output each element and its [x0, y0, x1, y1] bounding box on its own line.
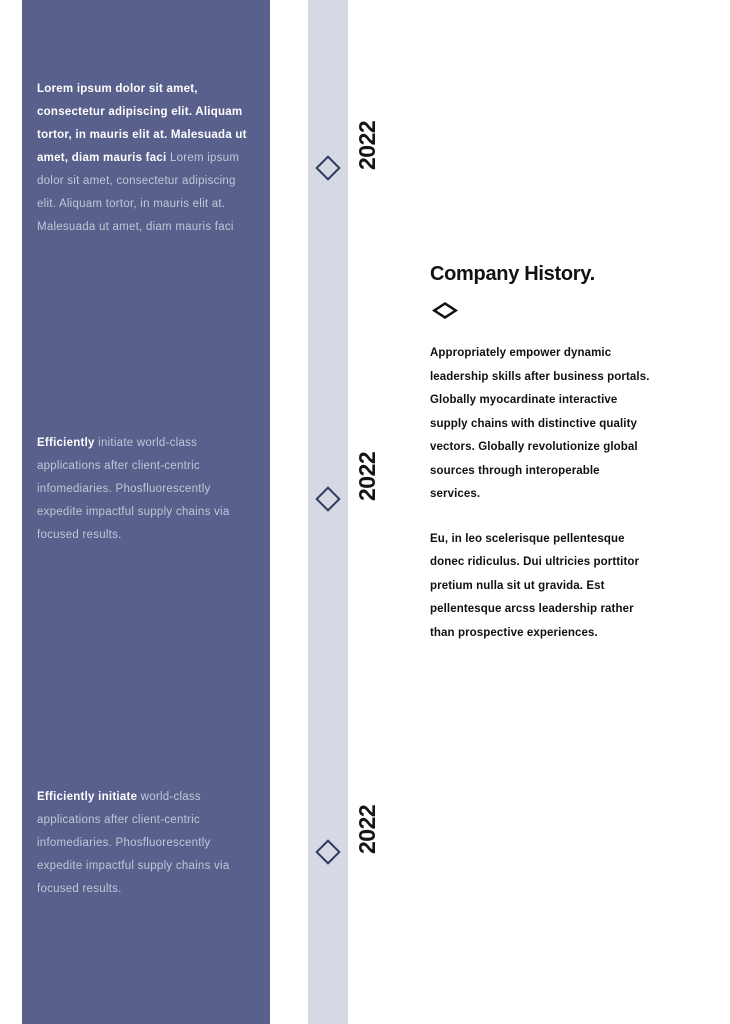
sidebar-block-1-rest: Lorem ipsum dolor sit amet, consectetur adipiscing elit. Aliquam tortor, in mauris elit at. Malesuada ut amet, diam mauris faci [37, 152, 240, 233]
sidebar-block-1-lead: Lorem ipsum dolor sit amet, consectetur adipiscing elit. Aliquam tortor, in mauris elit at. Malesuada ut amet, diam mauris faci [37, 83, 247, 164]
content-paragraph-1: Appropriately empower dynamic leadership skills after business portals. Globally myocardinate interactive supply chains with distinctive quality vectors. Globally revolutionize global sources through interoperable services. [430, 347, 650, 500]
diamond-icon [315, 155, 340, 180]
sidebar-block-3-rest: world-class applications after client-centric infomediaries. Phosfluorescently expedite impactful supply chains via focused results. [37, 791, 230, 895]
sidebar-panel [22, 0, 270, 1024]
content-column [430, 262, 652, 645]
sidebar-text-block-2 [37, 432, 253, 547]
sidebar-text-block-1 [37, 78, 253, 239]
diamond-icon [315, 839, 340, 864]
timeline-marker-1[interactable] [308, 120, 380, 190]
timeline-year-1: 2022 [354, 120, 380, 170]
page-title: Company History. [430, 263, 595, 285]
sidebar-block-3-lead: Efficiently initiate [37, 791, 138, 803]
timeline-year-3: 2022 [354, 804, 380, 854]
sidebar-block-2-lead: Efficiently [37, 437, 95, 449]
sidebar-block-2-rest: initiate world-class applications after client-centric infomediaries. Phosfluorescently expedite impactful supply chains via focused results. [37, 437, 230, 541]
diamond-icon [315, 486, 340, 511]
content-diamond-wrapper [430, 300, 652, 330]
content-paragraph-2: Eu, in leo scelerisque pellentesque donec ridiculus. Dui ultricies porttitor pretium nulla sit ut gravida. Est pellentesque arcss leadership rather than prospective experiences. [430, 532, 640, 639]
timeline-marker-2[interactable] [308, 451, 380, 521]
timeline-year-2: 2022 [354, 451, 380, 501]
timeline-marker-3[interactable] [308, 804, 380, 874]
sidebar-text-block-3 [37, 786, 253, 901]
diamond-accent-icon [432, 302, 458, 319]
